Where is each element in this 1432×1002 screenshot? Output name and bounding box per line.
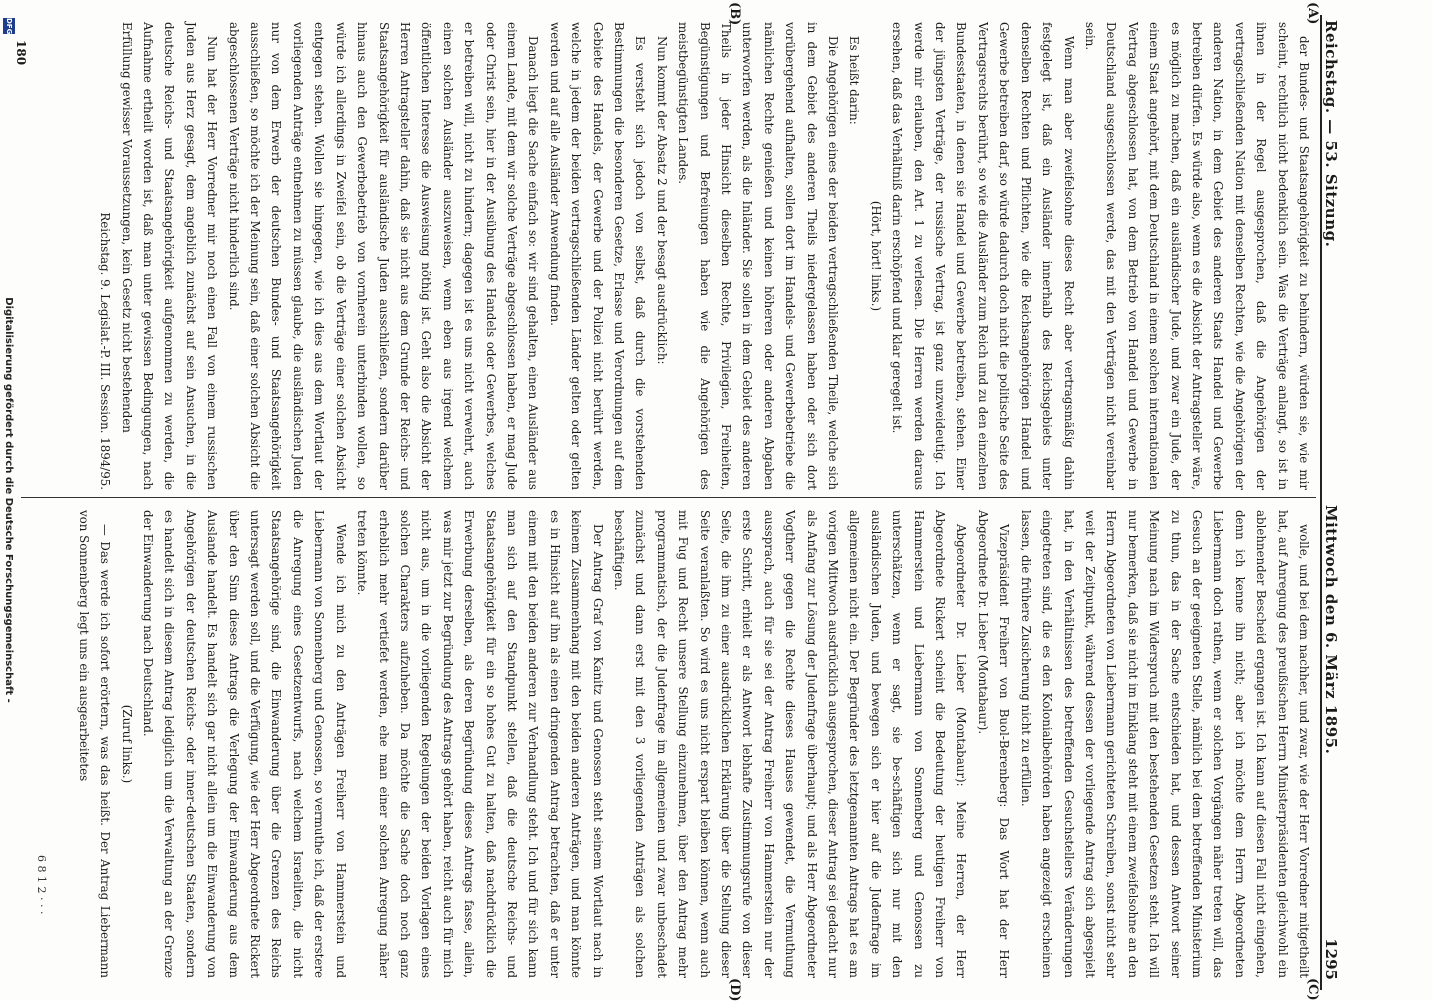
left-column-paragraph: Nun kommt der Absatz 2 und der besagt ausdrücklich: <box>654 36 669 365</box>
right-column-paragraph: Abgeordneter Dr. Lieber (Montabaur): Meine Herren, der Herr Abgeordnete Rickert scheint die Bedeutung der heutigen Freiherr von Hammerstein und Liebermann von Sonnenberg und Genossen zu unterschätzen, wenn er sagt, sie be-schäftigen sich nur mit den ausländischen Juden, und bewegen sich er hier auf die Judenfrage im allgemeinen nicht ein. Der Begründer des letztgenannten Antrags hat es am vorigen Mittwoch ausdrücklich ausgesprochen, dieser Antrag sei gedacht nur als Anfang zur Lösung der Judenfrage überhaupt; und als Herr Abgeordneter Vogtherr gegen die Rechte dieses Hauses gewendet, die Vermuthung aussprach, auch für sie sei der Antrag Freiherr von Hammerstein nur der erste Schritt, erhielt er als Antwort lebhafte Zustimmungsrufe von dieser Seite, die ihm zu einer ausdrücklichen Erklärung über die Stellung dieser Seite veranlaßten. So wird es uns nicht erspart bleiben können, wenn auch mit Fug und Recht unsere Stellung einzunehmen, über den Antrag mehr programmatisch, der die Judenfrage im allgemeinen und zwar unbeschadet zunächst und dann erst mit den 3 vorliegenden Anträgen als solchen beschäftigen. <box>612 510 969 978</box>
dfg-logo: DFG <box>5 18 13 35</box>
left-column-paragraph: Wenn man aber zweifelsohne dieses Recht aber vertragsmäßig dahin festgelegt ist, daß ein Ausländer innerhalb des Reichsgebiets unter denselben Rechten und Pflichten, wie die Reichsangehörigen Handel und Gewerbe betreiben darf, so würde dadurch doch nicht die politische Seite des Vertragsrechts berührt, so wie die Ausländer zum Reich und zu den einzelnen Bundesstaaten, in denen sie Handel und Gewerbe betreiben, stehen. Einer der jüngsten Verträge, der russische Vertrag, ist ganz unzweideutig. Ich werde mir erlauben, den Art. 1 zu verlesen. Die Herren werden daraus ersehen, daß das Verhältniß darin erschöpfend und klar geregelt ist. <box>890 22 1076 490</box>
digitization-note: Digitalisierung gefördert durch die Deutsche Forschungsgemeinschaft - <box>3 297 14 703</box>
left-column-paragraph: Es versteht sich jedoch von selbst, daß durch die vorstehenden Bestimmungen die besonderen Gesetze, Erlasse und Verordnungen auf dem Gebiete des Handels, der Gewerbe und der Polizei nicht berührt werden, welche in jedem der beiden vertragschließenden Länder gelten oder gelten werden und auf alle Ausländer Anwendung finden. <box>547 22 648 490</box>
margin-letter-b: (B) <box>727 2 742 26</box>
left-column-paragraph: Reichstag. 9. Legislat.-P. III. Session. 1894/95. <box>98 212 113 490</box>
left-column-paragraph: der Bundes- und Staatsangehörigkeit zu behindern, würden sie, wie mir scheint, rechtlich nicht bedenklich sein. Was die Verträge anlangt, so ist in ihnen in der Regel ausgesprochen, daß die Angehörigen der vertragschließenden Nation mit denselben Rechten, wie die Angehörigen der anderen Nation, in dem Gebiet des anderen Staats Handel und Gewerbe betreiben dürfen. Es würde also, wenn es die Absicht der Antragsteller wäre, es möglich zu machen, daß ein ausländischer Jude, und zwar ein Jude, der einem Staat angehört, mit dem Deutschland in einem solchen internationalen Vertrag abgeschlossen hat, von dem Betrieb von Handel und Gewerbe in Deutschland ausgeschlossen werde, das mit den Verträgen nicht vereinbar sein. <box>1082 22 1311 490</box>
right-column-paragraph: Wende ich mich zu den Anträgen Freiherr von Hammerstein und Liebermann von Sonnenberg und Genossen, so vermuthe ich, daß der erstere die Anregung eines Gesetzentwurfs, nach welchem Israeliten, die nicht Staatsangehörige sind, die Einwanderung über die Grenzen des Reichs untersagt werden soll, und die Verfügung, wie der Herr Abgeordnete Rickert über den Sinn dieses Antrags die Verlegung der Einwanderung aus dem Auslande handelt. Es handelt sich gar nicht allein um die Einwanderung von Angehörigen der deutschen Reichs- oder inner-deutschen Staaten, sondern es handelt sich in diesem Antrag lediglich um die Verwaltung an der Grenze der Einwanderung nach Deutschland. <box>141 510 348 978</box>
right-column-paragraph: (Zuruf links.) <box>119 704 134 784</box>
margin-letter-d: (D) <box>727 978 742 1002</box>
column-divider <box>21 497 1316 498</box>
left-column-paragraph: Nun hat der Herr Vorredner mir noch einen Fall von einem russischen Juden aus Herz gesagt, dem angeblich zunächst auf sein Ansuchen, in die deutsche Reichs- und Staatsangehörigkeit aufgenommen zu werden, die Aufnahme ertheilt worden ist, daß man unter gewissen Bedingungen, nach Erfüllung gewisser Voraussetzungen, kein Gesetz nicht bestehenden <box>119 22 220 490</box>
footer-page-number: 180 <box>14 40 28 66</box>
right-text-column <box>72 510 1314 978</box>
running-header-right: Mittwoch den 6. März 1895. <box>1322 505 1340 755</box>
right-column-paragraph: Der Antrag Graf von Kanitz und Genossen steht seinem Wortlaut nach in keinem Zusammenhang mit den beiden anderen Anträgen, und man könnte es in Hinsicht auf ihn als einen dringenden Antrag betrachten, daß er unter einem mit den beiden anderen zur Verhandlung steht. Ich und für sich kann man sich auf den Standpunkt stellen, daß die deutsche Reichs- und Staatsangehörigkeit für ein so hohes Gut zu halten, daß nachdrücklich die Erwerbung derselben, als deren Begründung dieses Antrags fasse, allein, was mir jetzt zur Begründung des Antrags gehört haben, reicht auch für mich nicht aus, um in die vorliegenden Regelungen der beiden Vorlagen eines solchen Charakters aufzuheben. Da möchte die Sache doch noch ganz erheblich mehr vertiefet werden, ehe man einer solchen Anregung näher treten könnte. <box>355 510 605 978</box>
right-column-paragraph: wolle, und bei dem nachher, und zwar, wie der Herr Vorredner mitgetheilt hat, auf Anregung des preußischen Herrn Ministerpräsidenten gleichwohl ein ablehnender Bescheid ergangen ist. Ich kann auf diesen Fall nicht eingehen, denn ich kenne ihn nicht; aber ich möchte dem Herrn Abgeordneten Liebermann doch rathen, wenn er solchen Vorgängen näher treten will, das Gesuch an der geeigneten Stelle, nämlich bei dem betreffenden Ministerium zu thun, das in der Sache entschieden hat, und dessen Antwort seiner Meinung nach im Widerspruch mit den bestehenden Gesetzen steht. Ich will nur bemerken, daß sie nicht im Einklang steht mit einem zweifelsohne an den Herrn Abgeordneten von Liebermann gerichteten Schreiben, sonst nicht sehr weit der Zeitpunkt, während dessen der vorliegende Antrag sich abgespielt hat, in den Verhältnissen des betreffenden Gesuchstellers Veränderungen eingetreten sind, die es den Kolonialbehörden haben angezeigt erscheinen lassen, die frühere Zusicherung nicht zu erfüllen. <box>1018 510 1311 978</box>
left-column-paragraph: Die Angehörigen eines der beiden vertragschließenden Theile, welche sich in dem Gebiet des anderen Theils niedergelassen haben oder sich dort vorübergehend aufhalten, sollen dort im Handels- und Gewerbebetriebe die nämlichen Rechte genießen und keinen höheren oder anderen Abgaben unterworfen werden, als die Inländer. Sie sollen in dem Gebiet des anderen Theils in jeder Hinsicht dieselben Rechte, Privilegien, Freiheiten, Begünstigungen und Befreiungen haben wie die Angehörigen des meistbegünstigten Landes. <box>676 22 841 490</box>
margin-letter-a: (A) <box>1305 2 1320 25</box>
page-number: 1295 <box>1322 938 1340 980</box>
bottom-reference: 6 8 1 2 · · · <box>35 855 48 915</box>
left-column-paragraph: Es heißt darin: <box>847 36 862 125</box>
margin-letter-c: (C) <box>1305 978 1320 1001</box>
running-header-left: Reichstag. — 53. Sitzung. <box>1322 20 1340 248</box>
left-text-column <box>94 22 1314 490</box>
right-column-paragraph: Vizepräsident Freiherr von Buol-Berenberg: Das Wort hat der Herr Abgeordnete Dr. Lieber (Montabaur). <box>975 510 1012 978</box>
left-column-paragraph: Danach liegt die Sache einfach so: wir sind gehalten, einen Ausländer aus einem Lande, mit dem wir solche Verträge abgeschlossen haben, er mag Jude oder Christ sein, hier in der Ausübung des Handels oder Gewerbes, welches er betreiben will, nicht zu hindern; dagegen ist es uns nicht verwehrt, auch einen solchen Ausländer auszuweisen, wenn eben aus irgend welchem öffentlichen Interesse die Ausweisung nöthig ist. Geht also die Absicht der Herren Antragsteller dahin, daß sie nicht aus dem Grunde der Reichs- und Staatsangehörigkeit für ausländische Juden ausschließen, sondern darüber hinaus auch den Gewerbebetrieb von vornherein unterbinden wollen, so würde ich allerdings in Zweifel sein, ob die Verträge einer solchen Absicht entgegen stehen. Wollen sie hingegen, wie ich dies aus dem Wortlaut der vorliegenden Anträge entnehmen zu müssen glaube, die ausländischen Juden nur von dem Erwerb der deutschen Bundes- und Staatsangehörigkeit ausschließen, so möchte ich der Meinung sein, daß einer solchen Absicht die abgeschlossenen Verträge nicht hinderlich sind. <box>226 22 541 490</box>
left-column-paragraph: (Hört, hört! links.) <box>868 200 883 312</box>
right-column-paragraph: — Das werde ich sofort erörtern, was das heißt. Der Antrag Liebermann von Sonnenberg legt uns ein ausgearbeitetes <box>76 510 113 978</box>
header-rule <box>1320 15 1322 990</box>
